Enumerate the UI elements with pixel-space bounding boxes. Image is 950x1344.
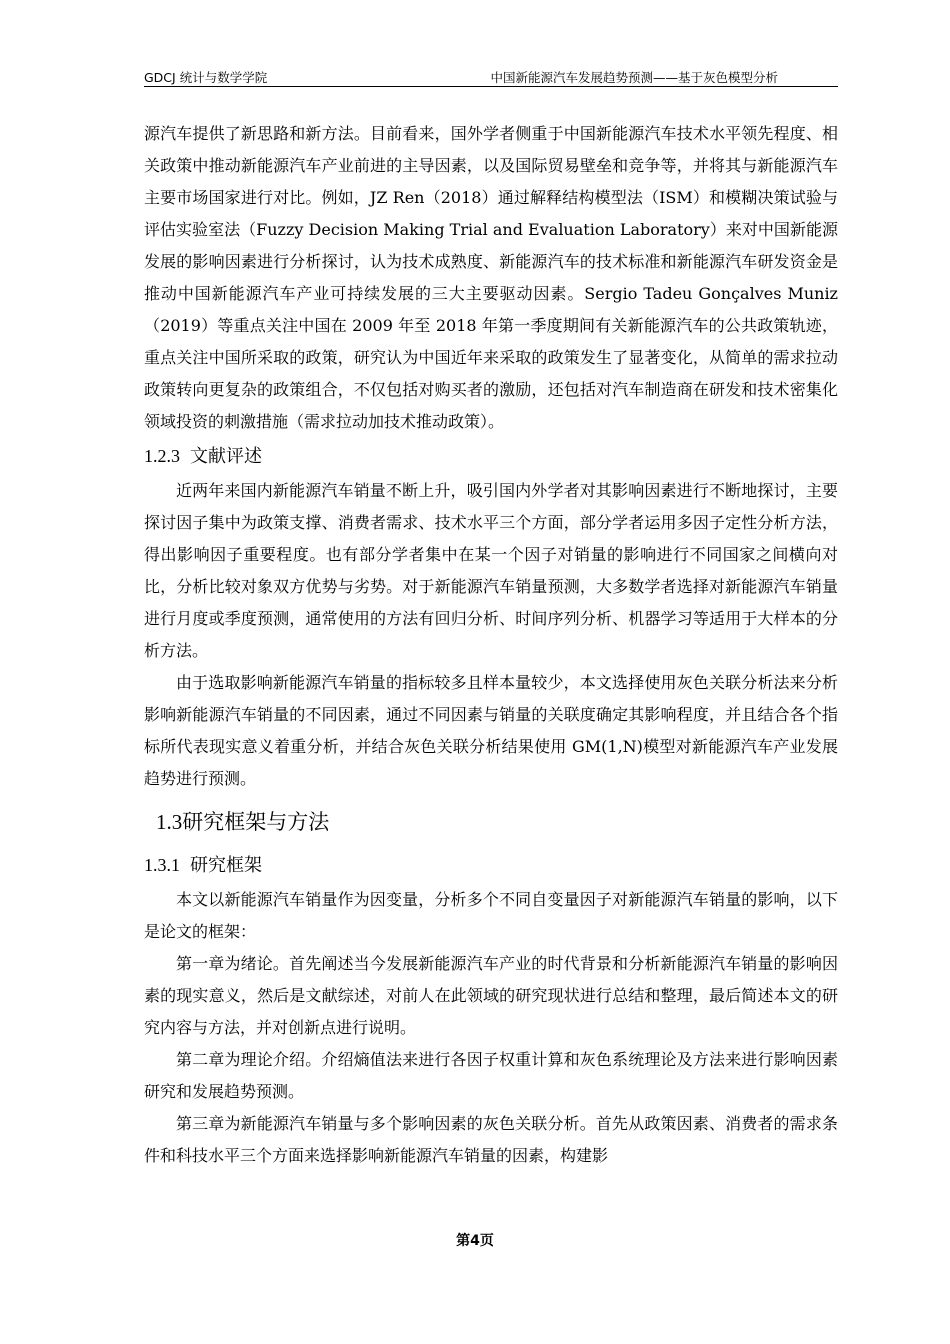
header-paper-title: 中国新能源汽车发展趋势预测——基于灰色模型分析: [490, 70, 778, 85]
heading-title: 研究框架: [190, 855, 262, 876]
paragraph-foreign-research: 源汽车提供了新思路和新方法。目前看来，国外学者侧重于中国新能源汽车技术水平领先程度、相关政策中推动新能源汽车产业前进的主导因素，以及国际贸易壁垒和竞争等，并将其与新能源汽车主要市场国家进行对比。例如，JZ Ren（2018）通过解释结构模型法（ISM）和模糊决策试验与评估实验室法（Fuzzy Decision Making Trial and Evaluation Laboratory）来对中国新能源发展的影响因素进行分析探讨，认为技术成熟度、新能源汽车的技术标准和新能源汽车研发资金是推动中国新能源汽车产业可持续发展的三大主要驱动因素。Sergio Tadeu Gonçalves Muniz（2019）等重点关注中国在 2009 年至 2018 年第一季度期间有关新能源汽车的公共政策轨迹，重点关注中国所采取的政策，研究认为中国近年来采取的政策发生了显著变化，从简单的需求拉动政策转向更复杂的政策组合，不仅包括对购买者的激励，还包括对汽车制造商在研发和技术密集化领域投资的刺激措施（需求拉动加技术推动政策）。: [144, 124, 838, 431]
heading-1-3: [156, 803, 838, 841]
paragraph-literature-review-1: 近两年来国内新能源汽车销量不断上升，吸引国内外学者对其影响因素进行不断地探讨，主要探讨因子集中为政策支撑、消费者需求、技术水平三个方面，部分学者运用多因子定性分析方法，得出影响因子重要程度。也有部分学者集中在某一个因子对销量的影响进行不同国家之间横向对比，分析比较对象双方优势与劣势。对于新能源汽车销量预测，大多数学者选择对新能源汽车销量进行月度或季度预测，通常使用的方法有回归分析、时间序列分析、机器学习等适用于大样本的分析方法。: [144, 481, 838, 660]
page-header: [144, 66, 838, 87]
heading-title: 研究框架与方法: [182, 810, 330, 834]
heading-title: 文献评述: [190, 446, 262, 467]
heading-number: 1.2.3: [144, 446, 180, 466]
page-content: [144, 118, 838, 1172]
paragraph-framework-intro: 本文以新能源汽车销量作为因变量，分析多个不同自变量因子对新能源汽车销量的影响，以下是论文的框架：: [144, 890, 838, 941]
heading-1-2-3: [144, 438, 838, 475]
heading-1-3-1: [144, 847, 838, 884]
paragraph-literature-review-2: 由于选取影响新能源汽车销量的指标较多且样本量较少，本文选择使用灰色关联分析法来分析影响新能源汽车销量的不同因素，通过不同因素与销量的关联度确定其影响程度，并且结合各个指标所代表现实意义着重分析，并结合灰色关联分析结果使用 GM(1,N)模型对新能源汽车产业发展趋势进行预测。: [144, 673, 838, 788]
heading-number: 1.3.1: [144, 855, 180, 875]
paragraph-chapter-2: 第二章为理论介绍。介绍熵值法来进行各因子权重计算和灰色系统理论及方法来进行影响因素研究和发展趋势预测。: [144, 1050, 838, 1101]
page-number: 第4页: [456, 1233, 494, 1249]
paragraph-chapter-3: 第三章为新能源汽车销量与多个影响因素的灰色关联分析。首先从政策因素、消费者的需求条件和科技水平三个方面来选择影响新能源汽车销量的因素，构建影: [144, 1114, 838, 1165]
heading-number: 1.3: [156, 810, 183, 834]
paragraph-chapter-1: 第一章为绪论。首先阐述当今发展新能源汽车产业的时代背景和分析新能源汽车销量的影响因素的现实意义，然后是文献综述，对前人在此领域的研究现状进行总结和整理，最后简述本文的研究内容与方法，并对创新点进行说明。: [144, 954, 838, 1037]
header-school: GDCJ 统计与数学学院: [144, 70, 268, 85]
